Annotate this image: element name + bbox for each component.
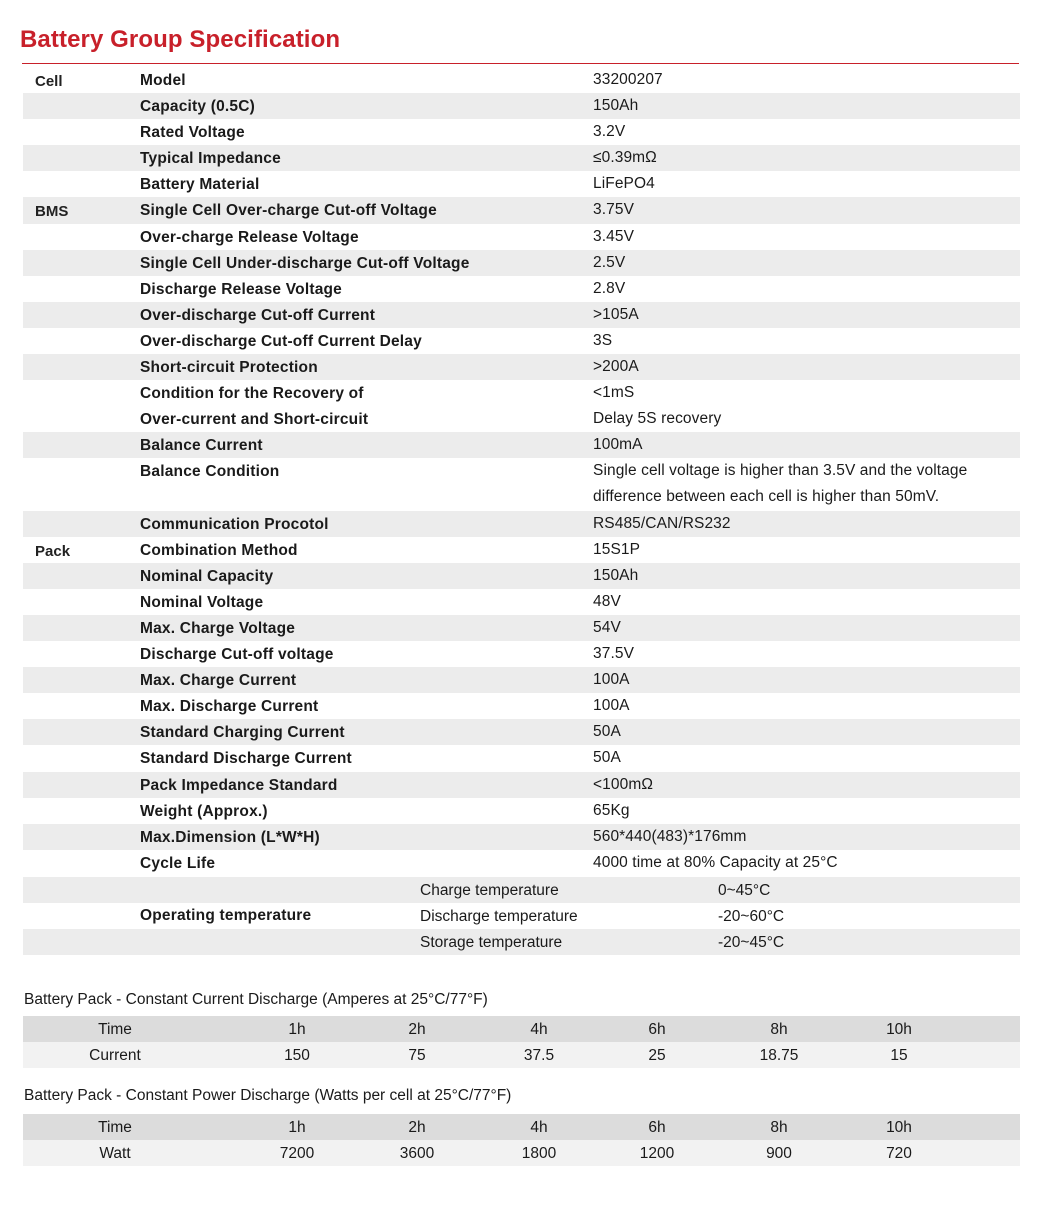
table-cell: 150 bbox=[284, 1047, 310, 1064]
spec-row bbox=[23, 302, 1020, 328]
spec-value: <1mS bbox=[593, 384, 635, 402]
table-row bbox=[23, 1042, 1020, 1068]
spec-row bbox=[23, 432, 1020, 458]
spec-param: Over-current and Short-circuit bbox=[140, 411, 369, 429]
spec-row bbox=[23, 406, 1020, 432]
spec-row bbox=[23, 458, 1020, 510]
spec-row bbox=[23, 563, 1020, 589]
page-title: Battery Group Specification bbox=[20, 26, 341, 53]
spec-param: Condition for the Recovery of bbox=[140, 385, 364, 403]
table-cell: 15 bbox=[890, 1047, 908, 1064]
spec-param: Short-circuit Protection bbox=[140, 359, 318, 377]
table-cell: 18.75 bbox=[759, 1047, 799, 1064]
table-cell: 720 bbox=[886, 1145, 912, 1162]
spec-group-label: Cell bbox=[35, 73, 63, 90]
spec-row bbox=[23, 197, 1020, 223]
table-cell: 1800 bbox=[521, 1145, 557, 1162]
spec-value: LiFePO4 bbox=[593, 175, 655, 193]
table-header-cell: Time bbox=[98, 1119, 132, 1136]
spec-value: 4000 time at 80% Capacity at 25°C bbox=[593, 853, 838, 871]
table-header-cell: 10h bbox=[886, 1119, 912, 1136]
table-cell: Watt bbox=[99, 1145, 131, 1162]
spec-param: Nominal Capacity bbox=[140, 567, 274, 585]
spec-row bbox=[23, 772, 1020, 798]
spec-row bbox=[23, 693, 1020, 719]
spec-param: Combination Method bbox=[140, 541, 298, 559]
spec-value: 37.5V bbox=[593, 645, 635, 663]
spec-param: Capacity (0.5C) bbox=[140, 98, 255, 116]
spec-row bbox=[23, 511, 1020, 537]
table-header-cell: 2h bbox=[408, 1021, 426, 1038]
spec-value: 15S1P bbox=[593, 540, 641, 558]
table-header-cell: 4h bbox=[530, 1021, 548, 1038]
spec-row bbox=[23, 93, 1020, 119]
spec-value: 100A bbox=[593, 671, 630, 689]
spec-value: 3.75V bbox=[593, 201, 635, 219]
spec-value: >105A bbox=[593, 305, 639, 323]
spec-param: Single Cell Under-discharge Cut-off Voltage bbox=[140, 254, 470, 272]
operating-temp-value: -20~60°C bbox=[718, 907, 785, 925]
table-header-cell: 1h bbox=[288, 1119, 306, 1136]
spec-param: Balance Current bbox=[140, 437, 263, 455]
spec-group-label: BMS bbox=[35, 203, 69, 221]
spec-value: 3.45V bbox=[593, 227, 635, 245]
table-cell: 37.5 bbox=[523, 1047, 555, 1064]
operating-temp-value: -20~45°C bbox=[718, 933, 785, 951]
spec-param: Over-charge Release Voltage bbox=[140, 228, 359, 246]
power-discharge-table bbox=[23, 1114, 1020, 1166]
spec-row bbox=[23, 380, 1020, 406]
spec-param: Nominal Voltage bbox=[140, 593, 264, 611]
title-divider bbox=[22, 63, 1019, 64]
spec-param: Discharge Release Voltage bbox=[140, 280, 342, 298]
spec-param: Cycle Life bbox=[140, 854, 216, 872]
spec-param: Weight (Approx.) bbox=[140, 802, 268, 820]
table-cell: 25 bbox=[648, 1047, 666, 1064]
spec-param: Max.Dimension (L*W*H) bbox=[140, 828, 320, 846]
operating-temp-name: Charge temperature bbox=[420, 881, 559, 899]
table-cell: 1200 bbox=[639, 1145, 675, 1162]
spec-value: <100mΩ bbox=[593, 775, 654, 793]
table-cell: 3600 bbox=[399, 1145, 435, 1162]
table-header-cell: 1h bbox=[288, 1021, 306, 1038]
spec-param: Max. Discharge Current bbox=[140, 698, 319, 716]
spec-value: 65Kg bbox=[593, 801, 630, 819]
spec-row bbox=[23, 145, 1020, 171]
spec-param: Over-discharge Cut-off Current bbox=[140, 306, 376, 324]
spec-row bbox=[23, 328, 1020, 354]
table-header-row bbox=[23, 1114, 1020, 1140]
spec-row bbox=[23, 824, 1020, 850]
table-header-cell: 10h bbox=[886, 1021, 912, 1038]
current-discharge-table bbox=[23, 1016, 1020, 1068]
spec-row bbox=[23, 719, 1020, 745]
spec-row bbox=[23, 798, 1020, 824]
spec-param: Balance Condition bbox=[140, 463, 280, 481]
spec-table bbox=[23, 67, 1020, 955]
spec-value: 150Ah bbox=[593, 97, 639, 115]
spec-value: ≤0.39mΩ bbox=[593, 149, 657, 167]
table-header-cell: Time bbox=[98, 1021, 132, 1038]
table-cell: 7200 bbox=[279, 1145, 315, 1162]
spec-row bbox=[23, 119, 1020, 145]
spec-row bbox=[23, 745, 1020, 771]
table-header-cell: 6h bbox=[648, 1119, 666, 1136]
spec-value: Single cell voltage is higher than 3.5V and the voltage difference between each cell is higher than 50mV. bbox=[593, 462, 968, 506]
operating-temperature-block bbox=[23, 877, 1020, 955]
spec-param: Model bbox=[140, 72, 186, 89]
table-header-cell: 8h bbox=[770, 1021, 788, 1038]
operating-temp-value: 0~45°C bbox=[718, 881, 771, 899]
spec-param: Standard Charging Current bbox=[140, 724, 345, 742]
operating-temp-row bbox=[23, 929, 1020, 955]
operating-temp-name: Discharge temperature bbox=[420, 907, 578, 925]
spec-value: 100mA bbox=[593, 436, 643, 454]
operating-temp-name: Storage temperature bbox=[420, 933, 563, 951]
spec-param: Over-discharge Cut-off Current Delay bbox=[140, 332, 422, 350]
power-table-caption: Battery Pack - Constant Power Discharge (Watts per cell at 25°C/77°F) bbox=[24, 1087, 512, 1104]
spec-row bbox=[23, 354, 1020, 380]
table-cell: 75 bbox=[408, 1047, 426, 1064]
spec-value: 50A bbox=[593, 749, 621, 767]
spec-param: Discharge Cut-off voltage bbox=[140, 646, 334, 664]
table-header-cell: 6h bbox=[648, 1021, 666, 1038]
spec-value: 2.8V bbox=[593, 279, 626, 297]
spec-param: Max. Charge Current bbox=[140, 672, 297, 690]
table-header-cell: 8h bbox=[770, 1119, 788, 1136]
spec-value: 3.2V bbox=[593, 123, 626, 141]
spec-param: Single Cell Over-charge Cut-off Voltage bbox=[140, 202, 437, 220]
spec-value: 54V bbox=[593, 618, 621, 636]
spec-value: 50A bbox=[593, 723, 621, 741]
spec-param: Pack Impedance Standard bbox=[140, 776, 338, 794]
table-header-cell: 4h bbox=[530, 1119, 548, 1136]
spec-row bbox=[23, 641, 1020, 667]
spec-param: Battery Material bbox=[140, 176, 260, 194]
operating-temp-label: Operating temperature bbox=[140, 906, 312, 924]
spec-row bbox=[23, 171, 1020, 197]
table-header-row bbox=[23, 1016, 1020, 1042]
spec-value: Delay 5S recovery bbox=[593, 410, 722, 428]
spec-param: Communication Procotol bbox=[140, 515, 329, 533]
spec-value: >200A bbox=[593, 358, 639, 376]
operating-temp-row bbox=[23, 877, 1020, 903]
spec-value: 2.5V bbox=[593, 253, 626, 271]
table-cell: 900 bbox=[766, 1145, 792, 1162]
spec-value: 100A bbox=[593, 697, 630, 715]
spec-value: 33200207 bbox=[593, 71, 663, 88]
spec-group-label: Pack bbox=[35, 542, 71, 560]
spec-param: Max. Charge Voltage bbox=[140, 619, 296, 637]
current-table-caption: Battery Pack - Constant Current Discharge (Amperes at 25°C/77°F) bbox=[24, 991, 488, 1008]
spec-value: 150Ah bbox=[593, 566, 639, 584]
spec-value: 3S bbox=[593, 331, 613, 349]
spec-row bbox=[23, 850, 1020, 876]
spec-value: RS485/CAN/RS232 bbox=[593, 514, 731, 532]
spec-row bbox=[23, 224, 1020, 250]
spec-value: 48V bbox=[593, 592, 621, 610]
spec-row bbox=[23, 537, 1020, 563]
spec-row bbox=[23, 67, 1020, 93]
table-header-cell: 2h bbox=[408, 1119, 426, 1136]
spec-row bbox=[23, 589, 1020, 615]
spec-row bbox=[23, 667, 1020, 693]
spec-row bbox=[23, 276, 1020, 302]
spec-param: Rated Voltage bbox=[140, 124, 245, 142]
table-row bbox=[23, 1140, 1020, 1166]
spec-row bbox=[23, 250, 1020, 276]
table-cell: Current bbox=[89, 1047, 141, 1064]
spec-param: Typical Impedance bbox=[140, 150, 281, 168]
spec-param: Standard Discharge Current bbox=[140, 750, 352, 768]
spec-row bbox=[23, 615, 1020, 641]
spec-value: 560*440(483)*176mm bbox=[593, 827, 747, 845]
